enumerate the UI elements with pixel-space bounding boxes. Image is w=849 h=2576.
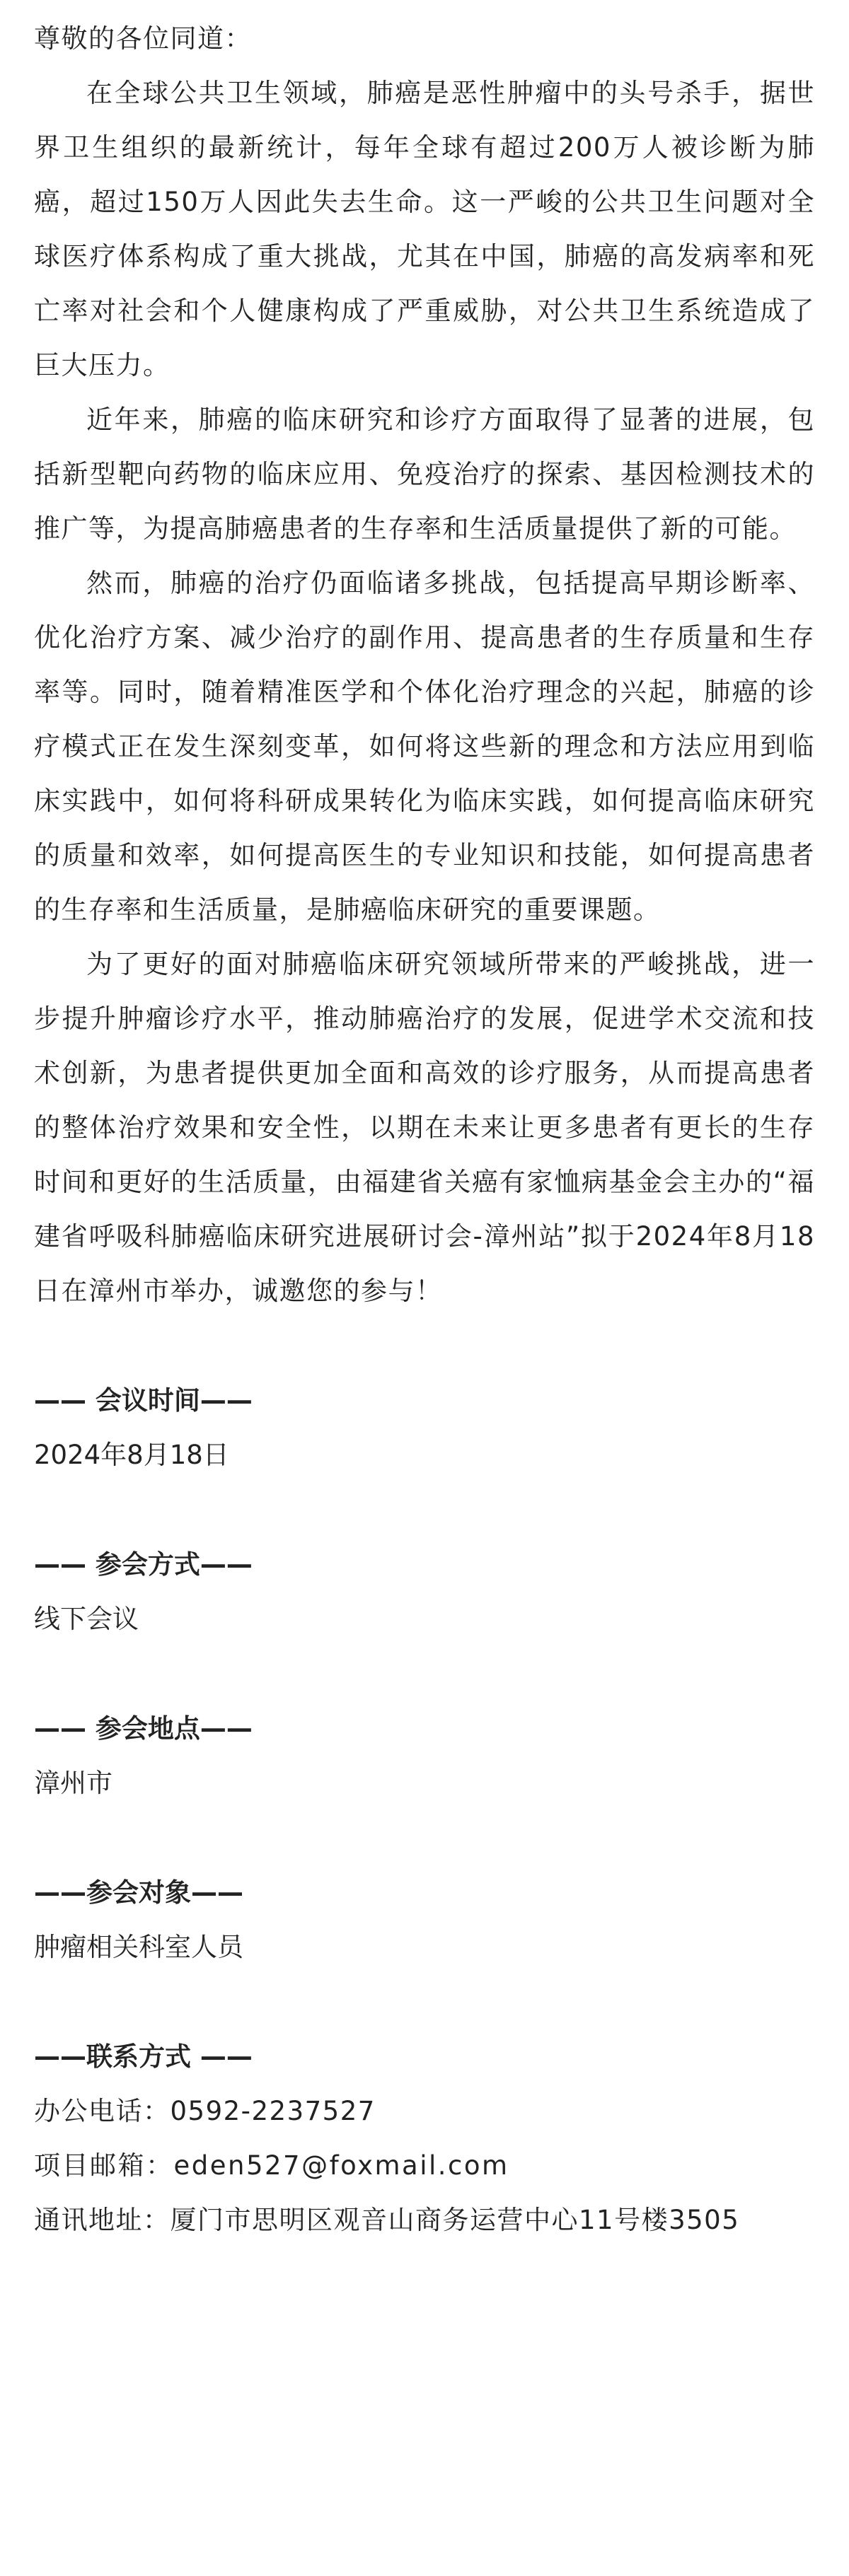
paragraph-invitation: 为了更好的面对肺癌临床研究领域所带来的严峻挑战，进一步提升肿瘤诊疗水平，推动肺癌治疗的发展，促进学术交流和技术创新，为患者提供更加全面和高效的诊疗服务，从而提高患者的整体治疗效果和安全性，以期在未来让更多患者有更长的生存时间和更好的生活质量，由福建省关癌有家恤病基金会主办的“福建省呼吸科肺癌临床研究进展研讨会-漳州站”拟于2024年8月18日在漳州市举办，诚邀您的参与！ [34, 949, 815, 1306]
meeting-location: 漳州市 [34, 1768, 112, 1798]
contact-address: 通讯地址：厦门市思明区观音山商务运营中心11号楼3505 [34, 2205, 740, 2235]
meeting-mode: 线下会议 [34, 1604, 139, 1634]
section-heading-audience: ——参会对象—— [34, 1877, 243, 1908]
section-meeting-location [34, 1701, 815, 1810]
section-heading-location: —— 参会地点—— [34, 1713, 253, 1744]
meeting-audience: 肿瘤相关科室人员 [34, 1932, 243, 1962]
section-heading-contact: ——联系方式 —— [34, 2041, 253, 2072]
greeting: 尊敬的各位同道： [34, 23, 252, 54]
meeting-date: 2024年8月18日 [34, 1440, 229, 1470]
paragraph-progress: 近年来，肺癌的临床研究和诊疗方面取得了显著的进展，包括新型靶向药物的临床应用、免疫治疗的探索、基因检测技术的推广等，为提高肺癌患者的生存率和生活质量提供了新的可能。 [34, 404, 815, 544]
contact-email: 项目邮箱：eden527@foxmail.com [34, 2150, 509, 2181]
section-meeting-audience [34, 1865, 815, 1974]
paragraph-intro: 在全球公共卫生领域，肺癌是恶性肿瘤中的头号杀手，据世界卫生组织的最新统计，每年全球有超过200万人被诊断为肺癌，超过150万人因此失去生命。这一严峻的公共卫生问题对全球医疗体系构成了重大挑战，尤其在中国，肺癌的高发病率和死亡率对社会和个人健康构成了严重威胁，对公共卫生系统造成了巨大压力。 [34, 78, 815, 380]
paragraph-challenges: 然而，肺癌的治疗仍面临诸多挑战，包括提高早期诊断率、优化治疗方案、减少治疗的副作用、提高患者的生存质量和生存率等。同时，随着精准医学和个体化治疗理念的兴起，肺癌的诊疗模式正在发生深刻变革，如何将这些新的理念和方法应用到临床实践中，如何将科研成果转化为临床实践，如何提高临床研究的质量和效率，如何提高医生的专业知识和技能，如何提高患者的生存率和生活质量，是肺癌临床研究的重要课题。 [34, 568, 815, 925]
section-contact [34, 2029, 815, 2247]
section-heading-time: —— 会议时间—— [34, 1385, 253, 1416]
section-meeting-time [34, 1373, 815, 1482]
section-heading-mode: —— 参会方式—— [34, 1549, 253, 1580]
section-meeting-mode [34, 1537, 815, 1646]
contact-phone: 办公电话：0592-2237527 [34, 2096, 376, 2126]
